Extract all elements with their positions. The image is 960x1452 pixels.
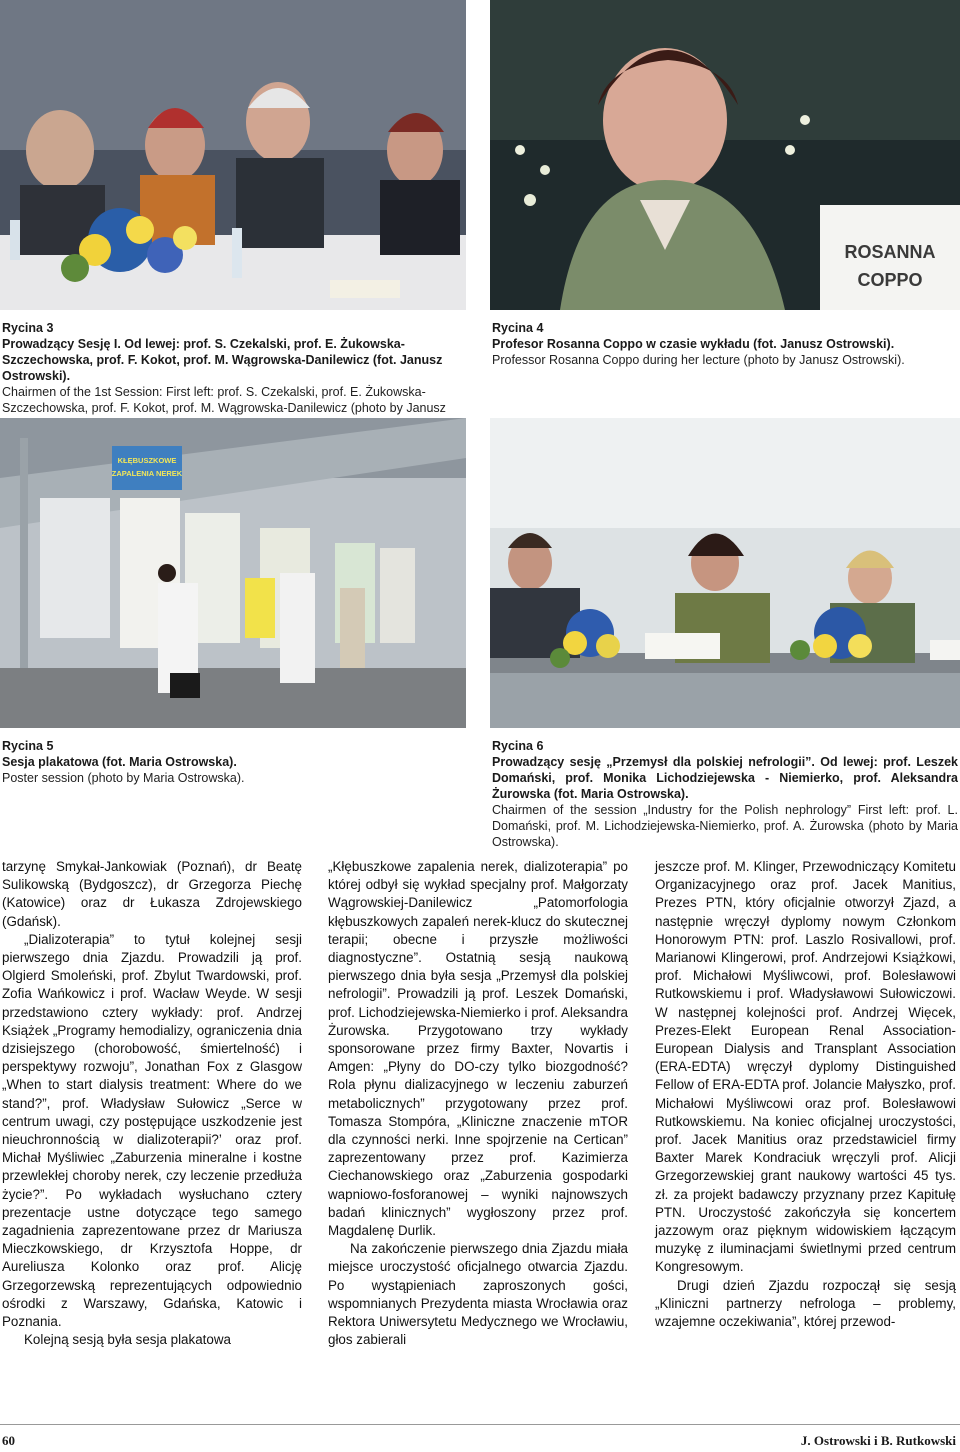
footer-rule	[0, 1424, 960, 1425]
paragraph: Na zakończenie pierwszego dnia Zjazdu miała miejsce uroczystość oficjalnego otwarcia Zjazdu. Po wystąpieniach zaproszonych gości, wspomnianych Prezydenta miasta Wrocławia oraz Rektora Uniwersytetu Medycznego we Wrocławiu, głos zabierali	[328, 1241, 628, 1348]
text-column-1	[2, 858, 302, 1349]
figure-5-caption	[2, 738, 464, 786]
figure-label: Rycina 6	[492, 739, 544, 753]
paragraph: tarzynę Smykał-Jankowiak (Poznań), dr Beatę Sulikowską (Bydgoszcz), dr Grzegorza Piechę (Katowice) oraz dr Łukasza Zdrojewskiego (Gdańsk).	[2, 859, 302, 929]
figure-5-photo	[0, 418, 466, 728]
text-column-3	[655, 858, 956, 1331]
name-plate-line-1: ROSANNA	[844, 242, 936, 262]
figure-4-photo	[490, 0, 960, 310]
paragraph: jeszcze prof. M. Klinger, Przewodniczący Komitetu Organizacyjnego oraz prof. Jacek Manitius, Prezes PTN, który oficjalnie otworzył Zjazd, a następnie wręczył dyplomy nowym Członkom Honorowym PTN: prof. Laszlo Rosivallowi, prof. Marianowi Klingerowi, prof. Andrzejowi Książkowi, prof. Michałowi Myśliwcowi, prof. Bolesławowi Rutkowskiemu i prof. Władysławowi Sułowiczowi. W następnej kolejności prof. Andrzej Więcek, Prezes-Elekt European Renal Association-European Dialysis and Transplant Association (ERA-EDTA) wręczył dyplomy Distinguished Fellow of ERA-EDTA prof. Jolancie Małyszko, prof. Michałowi Myśliwcowi oraz prof. Bolesławowi Rutkowskiemu. Na koniec oficjalnej uroczystości, prof. Jacek Manitius oraz przedstawiciel firmy Baxter Marek Kondraciuk wręczyli prof. Alicji Grzegorzewskiej grant naukowy wartości 45 tys. zł. za projekt badawczy przyznany przez Kapitułę PTN. Uroczystość zakończyła się koncertem jazzowym oraz pięknym widowiskiem łączącym muzykę z iluminacjami świetlnymi przed centrum Kongresowym.	[655, 859, 956, 1275]
paragraph: „Dializoterapia” to tytuł kolejnej sesji pierwszego dnia Zjazdu. Prowadzili ją prof. Olgierd Smoleński, prof. Zbylut Twardowski, prof. Zofia Wańkowicz i prof. Wacław Weyde. W sesji przedstawiono cztery wykłady: prof. Andrzej Książek „Programy hemodializy, ograniczenia dnia dzisiejszego (chorobowość, śmiertelność) i perspektywy rozwoju”, Jonathan Fox z Glasgow „When to start dialysis treatment: Where do we stand?”, prof. Władysław Sułowicz „Serce w centrum uwagi, czy postępujące uszkodzenie jest nieuchronnością w dializoterapii?’ oraz prof. Michał Myśliwiec „Zaburzenia mineralne i kostne przewlekłej choroby nerek, czy leczenie przedłuża życie?”. Po wykładach wysłuchano cztery prezentacje ustne dotyczące tego samego zagadnienia zaprezentowane przez dr Mariusza Mieczkowskiego, dr Krzysztofa Hoppe, dr Aureliusza Kolonko oraz prof. Alicję Grzegorzewską reprezentujących odpowiednio ośrodki z Warszawy, Gdańska, Katowic i Poznania.	[2, 931, 302, 1330]
banner-line-1: KŁĘBUSZKOWE	[117, 456, 177, 465]
name-plate-line-2: COPPO	[857, 270, 923, 290]
caption-english: Professor Rosanna Coppo during her lecture (photo by Janusz Ostrowski).	[492, 353, 905, 367]
figure-6-caption	[492, 738, 958, 850]
page-number: 60	[2, 1433, 15, 1448]
figure-label: Rycina 5	[2, 739, 54, 753]
figure-label: Rycina 4	[492, 321, 544, 335]
caption-english: Poster session (photo by Maria Ostrowska).	[2, 771, 245, 785]
banner-line-2: ZAPALENIA NEREK	[111, 469, 183, 478]
caption-english: Chairmen of the 1st Session: First left: prof. S. Czekalski, prof. E. Żukowska-Szczechowska, prof. F. Kokot, prof. M. Wągrowska-Danilewicz (photo by Janusz	[2, 385, 446, 415]
figure-6-photo	[490, 418, 960, 728]
caption-polish: Sesja plakatowa (fot. Maria Ostrowska).	[2, 755, 237, 769]
caption-english: Chairmen of the session „Industry for the Polish nephrology” First left: prof. L. Domański, prof. M. Lichodziejewska-Niemierko, prof. A. Żurowska (photo by Maria Ostrowska).	[492, 803, 958, 849]
paragraph: Drugi dzień Zjazdu rozpoczął się sesją „Kliniczni partnerzy nefrologa – problemy, wzajemne oczekiwania”, której przewod-	[655, 1277, 956, 1330]
paragraph: „Kłębuszkowe zapalenia nerek, dializoterapia” po której odbył się wykład specjalny prof. Małgorzaty Wągrowskiej-Danilewicz „Patomorfologia kłębuszkowych zapaleń nerek-klucz do skutecznej terapii; obecne i przyszłe możliwości diagnostyczne”. Ostatnią sesją naukową pierwszego dnia była sesja „Przemysł dla polskiej nefrologii”. Prowadzili ją prof. Leszek Domański, prof. Lichodziejewska-Niemierko i prof. Aleksandra Żurowska. Przygotowano trzy wykłady sponsorowane przez firmy Baxter, Novartis i Amgen: „Płyny do DO-czy tylko biozgodność? Rola płynu dializacyjnego w leczeniu zaburzeń metabolicznych” przygotowany przez prof. Tomasza Stompóra, „Kliniczne znaczenie mTOR dla czynności nerki. Inne spojrzenie na Certican” zaprezentowany przez prof. Kazimierza Ciechanowskiego oraz „Zaburzenia gospodarki wapniowo-fosforanowej – wyniki najnowszych badań klinicznych” wygłoszony przez prof. Magdalenę Durlik.	[328, 859, 628, 1239]
paragraph: Kolejną sesją była sesja plakatowa	[24, 1332, 231, 1348]
figure-label: Rycina 3	[2, 321, 54, 335]
figure-3-photo	[0, 0, 466, 310]
running-head: J. Ostrowski i B. Rutkowski	[800, 1433, 956, 1448]
figure-3-caption	[2, 320, 464, 432]
caption-polish: Prowadzący Sesję I. Od lewej: prof. S. Czekalski, prof. E. Żukowska-Szczechowska, prof. F. Kokot, prof. M. Wągrowska-Danilewicz (fot. Janusz Ostrowski).	[2, 337, 443, 383]
text-column-2	[328, 858, 628, 1349]
caption-polish: Profesor Rosanna Coppo w czasie wykładu (fot. Janusz Ostrowski).	[492, 337, 895, 351]
caption-polish: Prowadzący sesję „Przemysł dla polskiej nefrologii”. Od lewej: prof. Leszek Domański, prof. Monika Lichodziejewska - Niemierko, prof. Aleksandra Żurowska (fot. Maria Ostrowska).	[492, 755, 958, 801]
figure-4-caption	[492, 320, 958, 368]
